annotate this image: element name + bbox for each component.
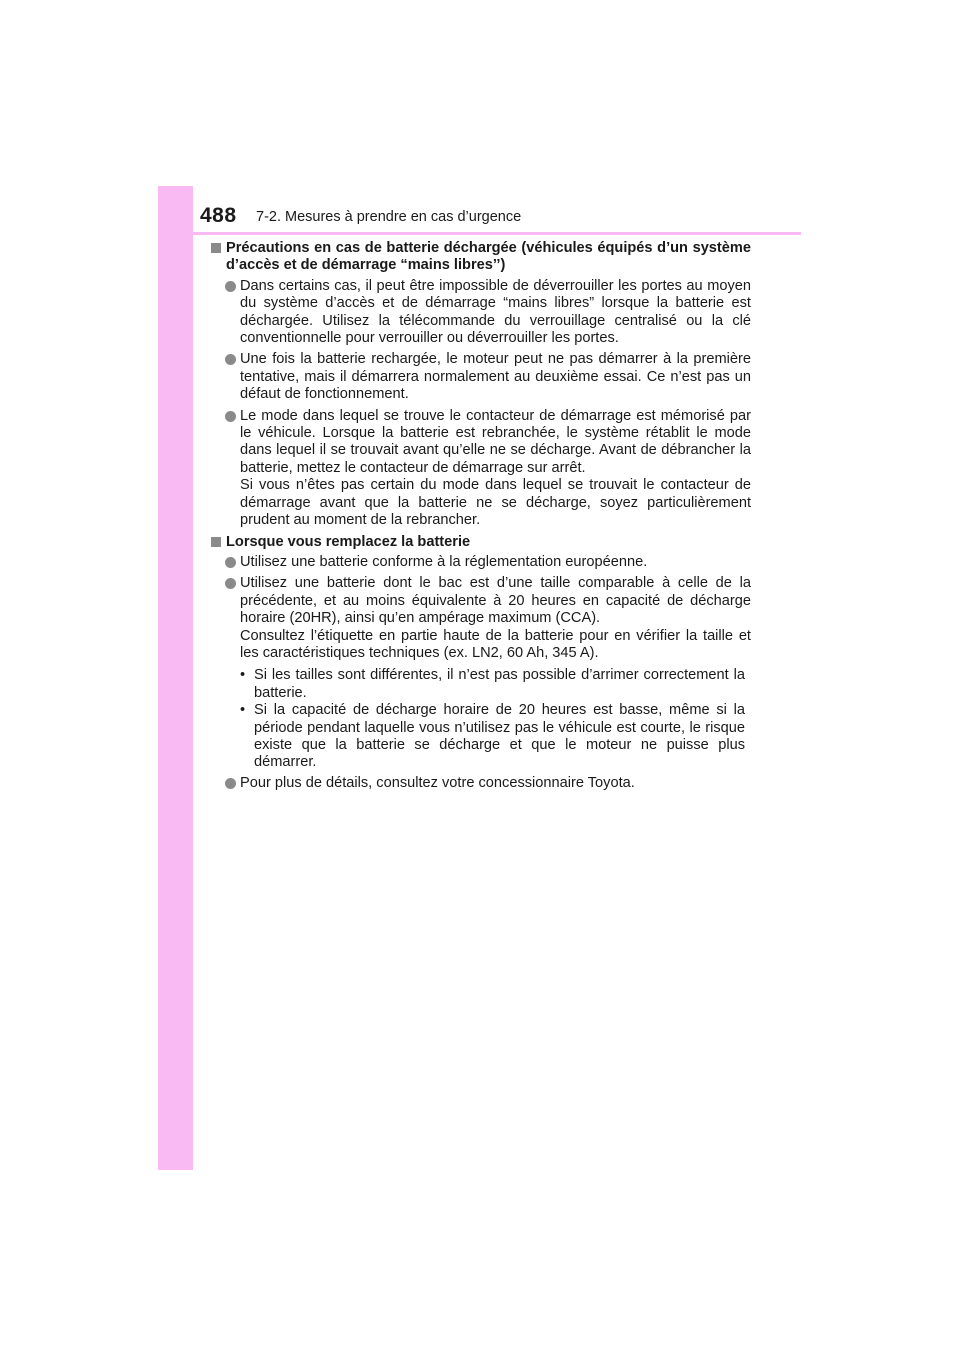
page-content [210, 240, 751, 796]
chapter-sidebar-band [158, 186, 193, 1170]
page-number: 488 [200, 204, 237, 227]
list-item-text: Le mode dans lequel se trouve le contacteur de démarrage est mémorisé par le véhicule. Lorsque la batterie est rebranchée, le système rétablit le mode dans lequel il se trouvait avant qu’elle ne se décharge. Avant de débrancher la batterie, mettez le contacteur de démarrage sur arrêt. [240, 407, 751, 476]
list-item [210, 775, 751, 792]
list-item [210, 554, 751, 571]
square-bullet-icon [211, 537, 221, 547]
sub-list [210, 667, 751, 771]
sub-bullet-marker: • [240, 702, 246, 719]
round-bullet-icon [225, 557, 236, 568]
round-bullet-icon [225, 411, 236, 422]
round-bullet-icon [225, 578, 236, 589]
list-item-text: Utilisez une batterie dont le bac est d’une taille comparable à celle de la précédente, et au moins équivalente à 20 heures en capacité de décharge horaire (20HR), ainsi qu’en ampérage maximum (CCA). [240, 575, 751, 627]
list-item-text: Consultez l’étiquette en partie haute de la batterie pour en vérifier la taille et les caractéristiques techniques (ex. LN2, 60 Ah, 345 A). [240, 627, 751, 661]
round-bullet-icon [225, 778, 236, 789]
list-item [210, 351, 751, 403]
round-bullet-icon [225, 354, 236, 365]
list-item-text: Si vous n’êtes pas certain du mode dans lequel se trouvait le contacteur de démarrage avant que la batterie ne se décharge, soyez particulièrement prudent au moment de la rebrancher. [240, 477, 751, 529]
header-divider [193, 232, 801, 235]
sub-list-item [210, 667, 751, 702]
section-heading-text: Lorsque vous remplacez la batterie [226, 533, 471, 550]
sub-bullet-marker: • [240, 667, 246, 684]
list-item-text: Pour plus de détails, consultez votre concessionnaire Toyota. [240, 774, 635, 791]
section-heading [210, 240, 751, 275]
square-bullet-icon [211, 243, 221, 253]
section-heading [210, 534, 751, 551]
list-item-text: Dans certains cas, il peut être impossible de déverrouiller les portes au moyen du système d’accès et de démarrage “mains libres” lorsque la batterie est déchargée. Utilisez la télécommande du verrouillage centralisé ou la clé conventionnelle pour verrouiller ou déverrouiller les portes. [240, 277, 751, 347]
section-heading-text: Précautions en cas de batterie déchargée (véhicules équipés d’un système d’accès et de démarrage “mains libres’’) [226, 240, 751, 274]
section-title: 7-2. Mesures à prendre en cas d’urgence [256, 209, 522, 225]
list-item [210, 408, 751, 530]
list-item-text: Une fois la batterie rechargée, le moteur peut ne pas démarrer à la première tentative, mais il démarrera normalement au deuxième essai. Ce n’est pas un défaut de fonctionnement. [240, 351, 751, 403]
sub-list-item-text: Si les tailles sont différentes, il n’est pas possible d’arrimer correctement la batterie. [254, 667, 745, 701]
sub-list-item-text: Si la capacité de décharge horaire de 20 heures est basse, même si la période pendant laquelle vous n’utilisez pas le véhicule est courte, le risque existe que la batterie se décharge et que le moteur ne puisse plus démarrer. [254, 702, 745, 771]
list-item [210, 575, 751, 662]
sub-list-item [210, 702, 751, 772]
round-bullet-icon [225, 281, 236, 292]
list-item [210, 278, 751, 348]
list-item-text: Utilisez une batterie conforme à la réglementation européenne. [240, 553, 648, 570]
